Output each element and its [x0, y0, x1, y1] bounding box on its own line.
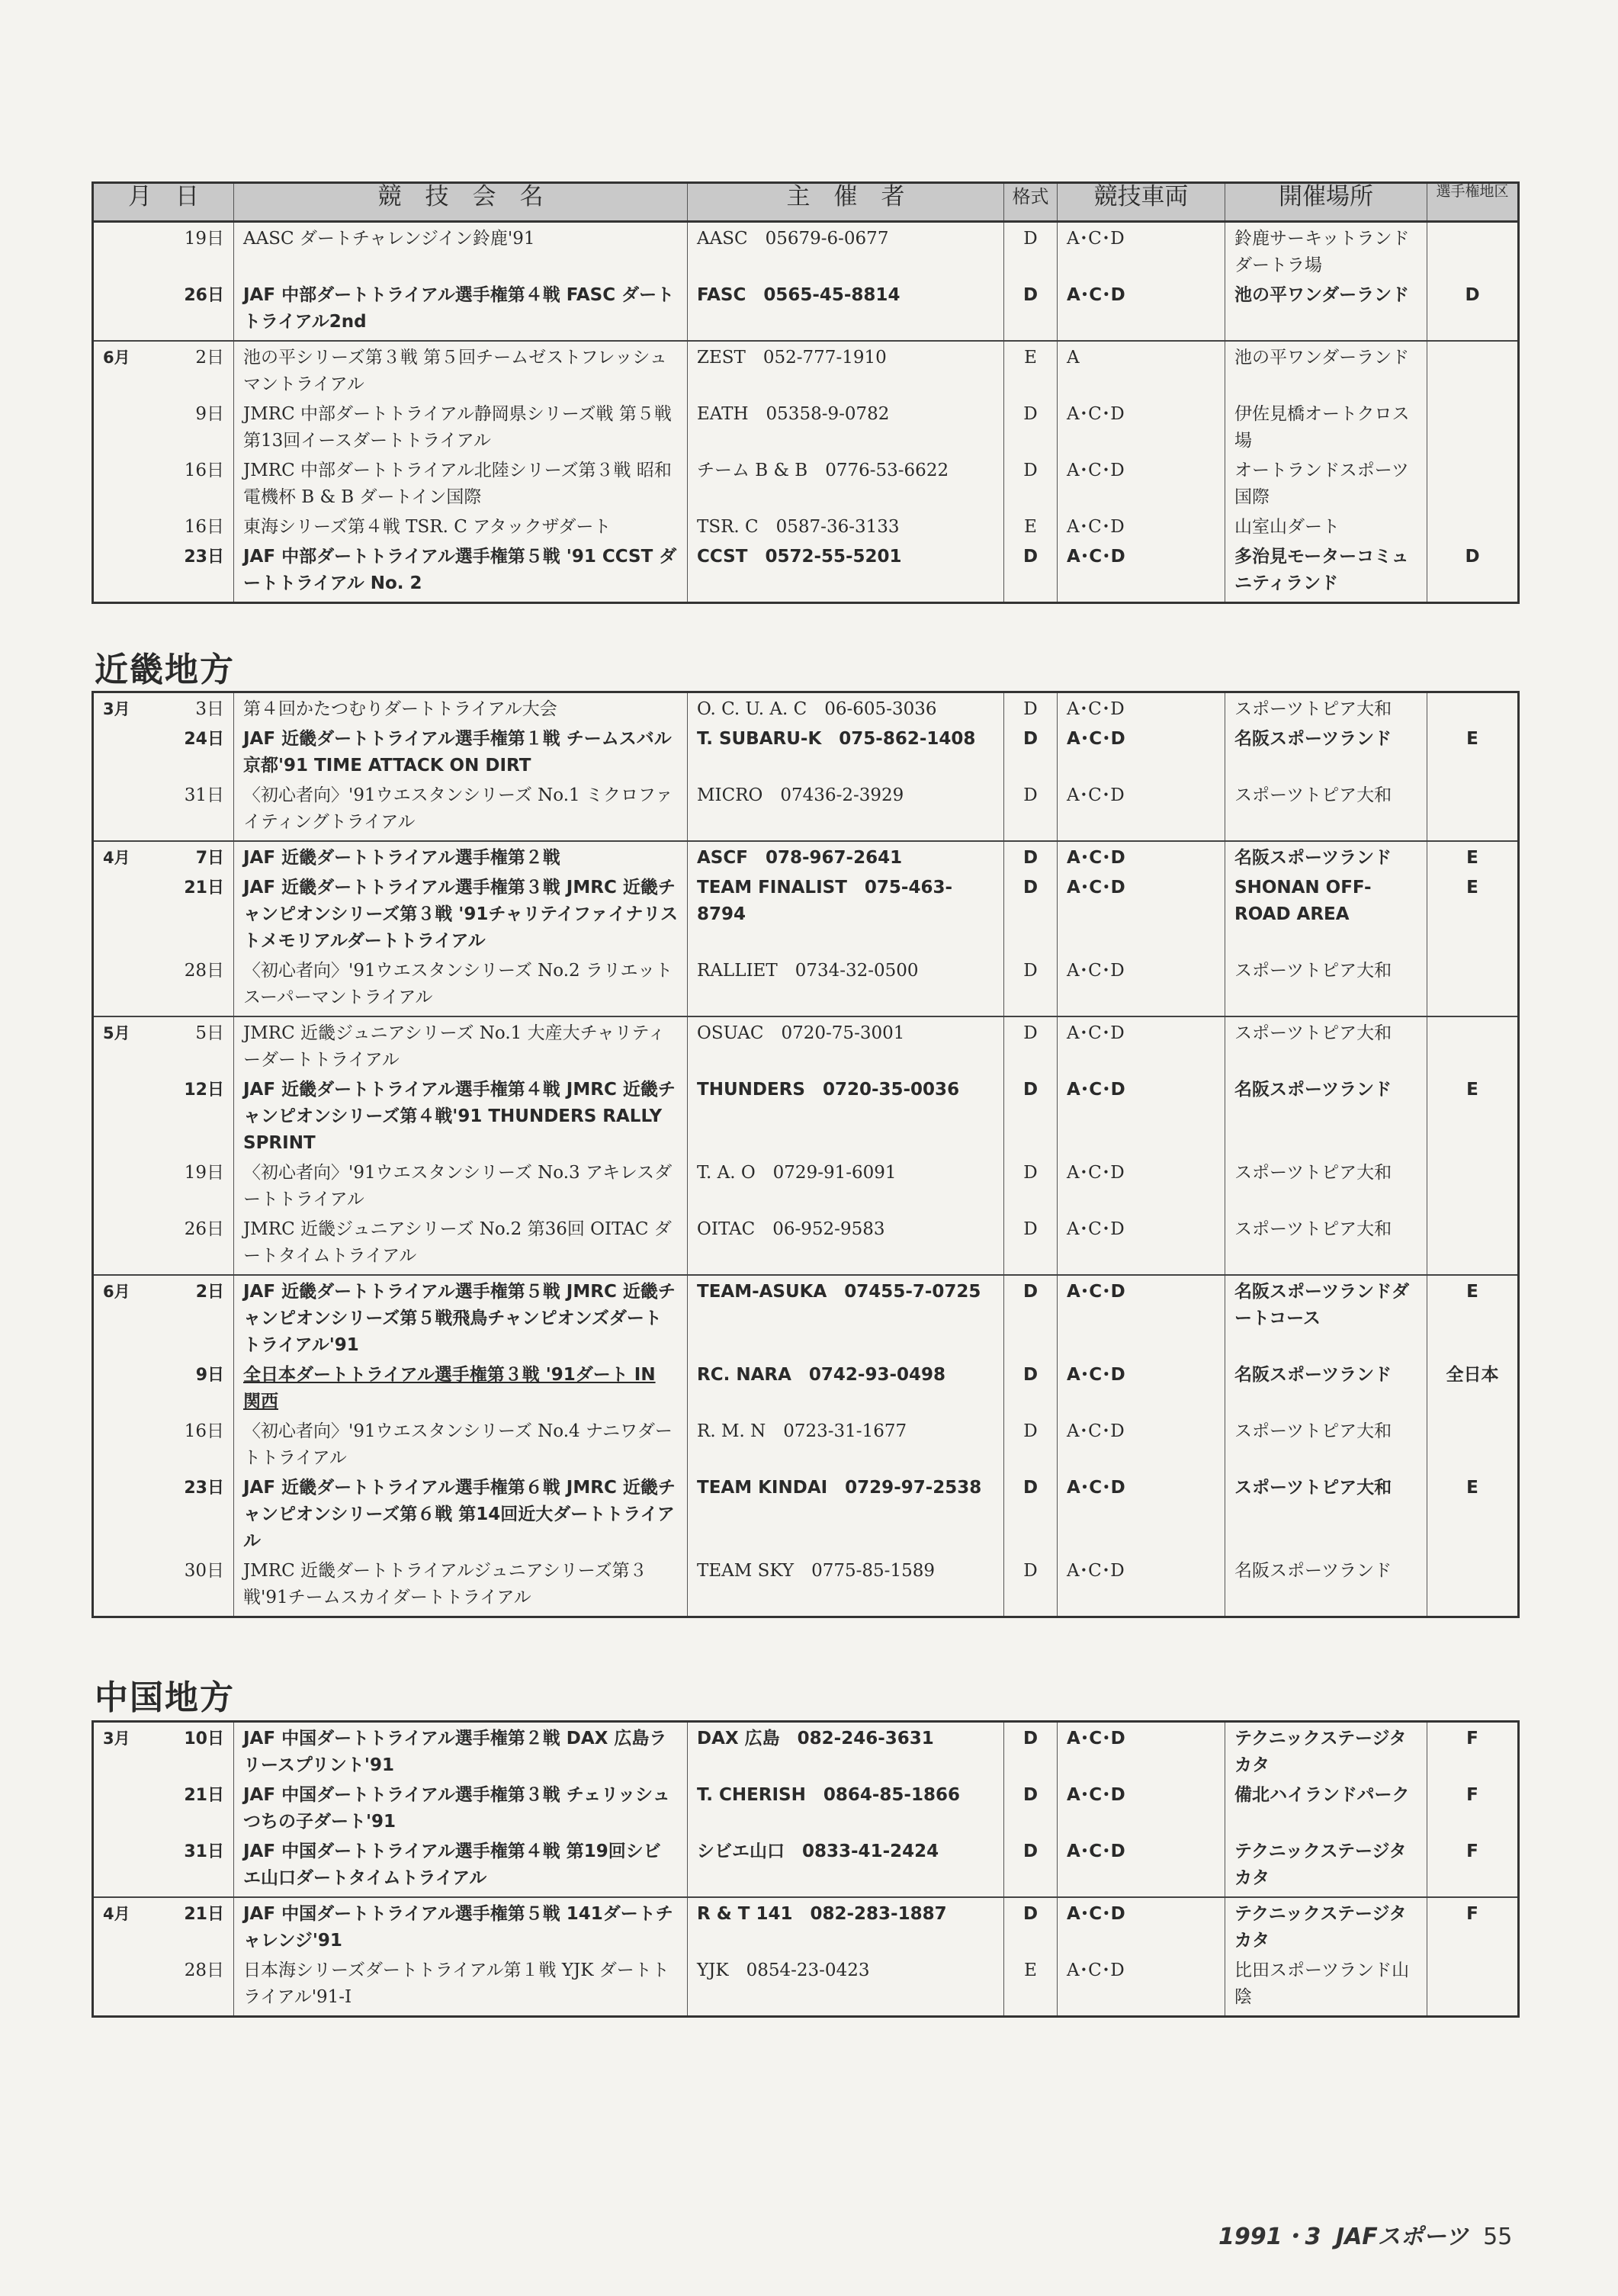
- month-group: [93, 1275, 1519, 1617]
- cell-champ-region: [1427, 1417, 1519, 1473]
- cell-month-day: [93, 1360, 234, 1417]
- cell-format: E: [1004, 1956, 1058, 2017]
- table-row: [93, 1837, 1519, 1897]
- table-row: [93, 1275, 1519, 1360]
- month-label: 6月: [103, 348, 130, 367]
- cell-vehicle-class: A･C･D: [1058, 456, 1225, 512]
- day-label: 31日: [184, 1842, 224, 1861]
- cell-format: D: [1004, 1215, 1058, 1275]
- table-row: [93, 1473, 1519, 1556]
- cell-organizer: DAX 広島 082-246-3631: [688, 1722, 1004, 1781]
- cell-champ-region: D: [1427, 281, 1519, 341]
- cell-vehicle-class: A･C･D: [1058, 1722, 1225, 1781]
- cell-venue: スポーツトピア大和: [1225, 1158, 1427, 1215]
- day-label: 23日: [184, 548, 224, 567]
- table-row: [93, 873, 1519, 956]
- day-label: 9日: [195, 404, 224, 424]
- cell-champ-region: F: [1427, 1897, 1519, 1956]
- table-row: [93, 456, 1519, 512]
- cell-champ-region: [1427, 781, 1519, 841]
- day-label: 2日: [195, 1283, 224, 1302]
- cell-vehicle-class: A: [1058, 341, 1225, 400]
- month-label: 6月: [103, 1283, 130, 1301]
- cell-event-name: JMRC 近畿ジュニアシリーズ No.1 大産大チャリティーダートトライアル: [234, 1016, 688, 1075]
- cell-month-day: [93, 1897, 234, 1956]
- cell-vehicle-class: A･C･D: [1058, 400, 1225, 456]
- cell-format: D: [1004, 456, 1058, 512]
- table-row: [93, 542, 1519, 603]
- cell-month-day: [93, 1075, 234, 1158]
- cell-venue: 名阪スポーツランドダートコース: [1225, 1275, 1427, 1360]
- table-row: [93, 841, 1519, 873]
- cell-vehicle-class: A･C･D: [1058, 956, 1225, 1016]
- table-row: [93, 1016, 1519, 1075]
- cell-organizer: チーム B & B 0776-53-6622: [688, 456, 1004, 512]
- cell-venue: オートランドスポーツ国際: [1225, 456, 1427, 512]
- cell-champ-region: [1427, 1215, 1519, 1275]
- cell-format: D: [1004, 1781, 1058, 1837]
- cell-vehicle-class: A･C･D: [1058, 873, 1225, 956]
- page-number: 55: [1483, 2224, 1513, 2250]
- day-label: 30日: [184, 1561, 224, 1581]
- cell-event-name: 〈初心者向〉'91ウエスタンシリーズ No.1 ミクロファイティングトライアル: [234, 781, 688, 841]
- cell-champ-region: [1427, 512, 1519, 542]
- cell-event-name: 〈初心者向〉'91ウエスタンシリーズ No.3 アキレスダートトライアル: [234, 1158, 688, 1215]
- cell-month-day: [93, 1781, 234, 1837]
- cell-month-day: [93, 512, 234, 542]
- cell-month-day: [93, 1722, 234, 1781]
- cell-format: E: [1004, 512, 1058, 542]
- cell-vehicle-class: A･C･D: [1058, 1781, 1225, 1837]
- table-row: [93, 512, 1519, 542]
- cell-month-day: [93, 400, 234, 456]
- cell-format: D: [1004, 281, 1058, 341]
- header-venue: 開催場所: [1225, 183, 1427, 222]
- month-label: 4月: [103, 1905, 130, 1923]
- cell-vehicle-class: A･C･D: [1058, 692, 1225, 725]
- table-row: [93, 1075, 1519, 1158]
- cell-venue: テクニックステージタカタ: [1225, 1837, 1427, 1897]
- table-row: [93, 341, 1519, 400]
- cell-organizer: EATH 05358-9-0782: [688, 400, 1004, 456]
- cell-month-day: [93, 1837, 234, 1897]
- cell-champ-region: F: [1427, 1722, 1519, 1781]
- cell-champ-region: [1427, 1556, 1519, 1617]
- cell-event-name: JAF 中部ダートトライアル選手権第４戦 FASC ダートトライアル2nd: [234, 281, 688, 341]
- cell-organizer: T. A. O 0729-91-6091: [688, 1158, 1004, 1215]
- cell-vehicle-class: A･C･D: [1058, 1897, 1225, 1956]
- footer-magazine: JAFスポーツ: [1335, 2224, 1469, 2250]
- cell-month-day: [93, 956, 234, 1016]
- cell-champ-region: E: [1427, 724, 1519, 781]
- cell-vehicle-class: A･C･D: [1058, 1417, 1225, 1473]
- cell-champ-region: [1427, 1016, 1519, 1075]
- cell-format: D: [1004, 1075, 1058, 1158]
- day-label: 3日: [195, 699, 224, 719]
- cell-venue: スポーツトピア大和: [1225, 956, 1427, 1016]
- cell-month-day: [93, 222, 234, 281]
- table-row: [93, 692, 1519, 725]
- cell-format: D: [1004, 1158, 1058, 1215]
- cell-event-name: JAF 中国ダートトライアル選手権第３戦 チェリッシュつちの子ダート'91: [234, 1781, 688, 1837]
- cell-event-name: AASC ダートチャレンジイン鈴鹿'91: [234, 222, 688, 281]
- cell-champ-region: F: [1427, 1781, 1519, 1837]
- cell-event-name: JAF 近畿ダートトライアル選手権第３戦 JMRC 近畿チャンピオンシリーズ第３戦 '91チャリテイファイナリストメモリアルダートトライアル: [234, 873, 688, 956]
- section-title-chugoku: 中国地方: [95, 1678, 235, 1717]
- cell-champ-region: E: [1427, 841, 1519, 873]
- month-group: [93, 341, 1519, 603]
- month-group: [93, 1016, 1519, 1275]
- cell-event-name: JAF 近畿ダートトライアル選手権第２戦: [234, 841, 688, 873]
- cell-format: D: [1004, 1837, 1058, 1897]
- table-row: [93, 781, 1519, 841]
- cell-format: D: [1004, 841, 1058, 873]
- cell-event-name: JAF 近畿ダートトライアル選手権第５戦 JMRC 近畿チャンピオンシリーズ第５戦飛鳥チャンピオンズダートトライアル'91: [234, 1275, 688, 1360]
- cell-month-day: [93, 1556, 234, 1617]
- month-label: 3月: [103, 700, 130, 718]
- cell-format: D: [1004, 1722, 1058, 1781]
- cell-format: D: [1004, 724, 1058, 781]
- cell-vehicle-class: A･C･D: [1058, 1215, 1225, 1275]
- cell-format: D: [1004, 400, 1058, 456]
- cell-month-day: [93, 781, 234, 841]
- header-event-name: 競 技 会 名: [234, 183, 688, 222]
- cell-format: D: [1004, 1275, 1058, 1360]
- cell-organizer: TEAM SKY 0775-85-1589: [688, 1556, 1004, 1617]
- cell-champ-region: E: [1427, 1275, 1519, 1360]
- cell-organizer: TEAM-ASUKA 07455-7-0725: [688, 1275, 1004, 1360]
- table-row: [93, 1215, 1519, 1275]
- table-row: [93, 1722, 1519, 1781]
- cell-organizer: R & T 141 082-283-1887: [688, 1897, 1004, 1956]
- cell-month-day: [93, 724, 234, 781]
- cell-format: D: [1004, 1016, 1058, 1075]
- cell-venue: 比田スポーツランド山陰: [1225, 1956, 1427, 2017]
- cell-organizer: YJK 0854-23-0423: [688, 1956, 1004, 2017]
- day-label: 19日: [184, 229, 224, 249]
- cell-venue: スポーツトピア大和: [1225, 692, 1427, 725]
- cell-organizer: シビエ山口 0833-41-2424: [688, 1837, 1004, 1897]
- cell-champ-region: E: [1427, 873, 1519, 956]
- cell-event-name: JMRC 近畿ダートトライアルジュニアシリーズ第３戦'91チームスカイダートトライアル: [234, 1556, 688, 1617]
- cell-champ-region: [1427, 400, 1519, 456]
- cell-format: D: [1004, 781, 1058, 841]
- cell-event-name: JMRC 中部ダートトライアル静岡県シリーズ戦 第５戦第13回イースダートトライアル: [234, 400, 688, 456]
- cell-event-name: JAF 近畿ダートトライアル選手権第６戦 JMRC 近畿チャンピオンシリーズ第６戦 第14回近大ダートトライアル: [234, 1473, 688, 1556]
- cell-format: D: [1004, 1473, 1058, 1556]
- table-row: [93, 281, 1519, 341]
- day-label: 10日: [184, 1729, 224, 1748]
- cell-venue: 多治見モーターコミュニティランド: [1225, 542, 1427, 603]
- cell-organizer: O. C. U. A. C 06-605-3036: [688, 692, 1004, 725]
- cell-format: D: [1004, 1556, 1058, 1617]
- cell-champ-region: [1427, 1956, 1519, 2017]
- cell-champ-region: [1427, 692, 1519, 725]
- section-title-kinki: 近畿地方: [95, 650, 235, 689]
- day-label: 26日: [184, 286, 224, 305]
- cell-month-day: [93, 1215, 234, 1275]
- cell-venue: スポーツトピア大和: [1225, 1417, 1427, 1473]
- day-label: 5日: [195, 1023, 224, 1043]
- cell-vehicle-class: A･C･D: [1058, 1158, 1225, 1215]
- month-group: [93, 1722, 1519, 1898]
- cell-event-name: JMRC 中部ダートトライアル北陸シリーズ第３戦 昭和電機杯 B & B ダートイン国際: [234, 456, 688, 512]
- cell-event-name: 東海シリーズ第４戦 TSR. C アタックザダート: [234, 512, 688, 542]
- header-month-day: 月 日: [93, 183, 234, 222]
- cell-organizer: FASC 0565-45-8814: [688, 281, 1004, 341]
- month-group: [93, 222, 1519, 342]
- cell-venue: 名阪スポーツランド: [1225, 1075, 1427, 1158]
- cell-month-day: [93, 692, 234, 725]
- cell-month-day: [93, 1158, 234, 1215]
- header-organizer: 主 催 者: [688, 183, 1004, 222]
- cell-format: D: [1004, 542, 1058, 603]
- cell-month-day: [93, 873, 234, 956]
- day-label: 24日: [184, 730, 224, 749]
- cell-organizer: RALLIET 0734-32-0500: [688, 956, 1004, 1016]
- cell-format: D: [1004, 873, 1058, 956]
- cell-event-name: JAF 中国ダートトライアル選手権第４戦 第19回シビエ山口ダートタイムトライアル: [234, 1837, 688, 1897]
- cell-event-name: JAF 中国ダートトライアル選手権第５戦 141ダートチャレンジ'91: [234, 1897, 688, 1956]
- cell-event-name: JAF 中国ダートトライアル選手権第２戦 DAX 広島ラリースプリント'91: [234, 1722, 688, 1781]
- month-group: [93, 1897, 1519, 2017]
- cell-month-day: [93, 341, 234, 400]
- cell-vehicle-class: A･C･D: [1058, 841, 1225, 873]
- cell-organizer: TEAM FINALIST 075-463-8794: [688, 873, 1004, 956]
- cell-champ-region: F: [1427, 1837, 1519, 1897]
- cell-month-day: [93, 1473, 234, 1556]
- cell-organizer: OSUAC 0720-75-3001: [688, 1016, 1004, 1075]
- cell-vehicle-class: A･C･D: [1058, 781, 1225, 841]
- chubu-schedule-table: [91, 181, 1520, 604]
- cell-venue: テクニックステージタカタ: [1225, 1722, 1427, 1781]
- cell-month-day: [93, 1016, 234, 1075]
- table-row: [93, 1781, 1519, 1837]
- cell-event-name: 〈初心者向〉'91ウエスタンシリーズ No.2 ラリエットスーパーマントライアル: [234, 956, 688, 1016]
- cell-vehicle-class: A･C･D: [1058, 1075, 1225, 1158]
- table-row: [93, 222, 1519, 281]
- day-label: 2日: [195, 348, 224, 368]
- table-row: [93, 1158, 1519, 1215]
- cell-event-name: JAF 近畿ダートトライアル選手権第４戦 JMRC 近畿チャンピオンシリーズ第４戦'91 THUNDERS RALLY SPRINT: [234, 1075, 688, 1158]
- cell-organizer: ASCF 078-967-2641: [688, 841, 1004, 873]
- day-label: 21日: [184, 1786, 224, 1805]
- cell-organizer: TSR. C 0587-36-3133: [688, 512, 1004, 542]
- day-label: 28日: [184, 1960, 224, 1980]
- month-group: [93, 692, 1519, 842]
- cell-event-name: JAF 近畿ダートトライアル選手権第１戦 チームスバル京都'91 TIME ATTACK ON DIRT: [234, 724, 688, 781]
- table-header: [93, 183, 1519, 222]
- cell-organizer: R. M. N 0723-31-1677: [688, 1417, 1004, 1473]
- cell-champ-region: D: [1427, 542, 1519, 603]
- cell-vehicle-class: A･C･D: [1058, 542, 1225, 603]
- cell-event-name: JMRC 近畿ジュニアシリーズ No.2 第36回 OITAC ダートタイムトライアル: [234, 1215, 688, 1275]
- cell-organizer: AASC 05679-6-0677: [688, 222, 1004, 281]
- cell-vehicle-class: A･C･D: [1058, 512, 1225, 542]
- cell-champ-region: E: [1427, 1075, 1519, 1158]
- header-champ-region: 選手権地区: [1427, 183, 1519, 222]
- cell-champ-region: 全日本: [1427, 1360, 1519, 1417]
- cell-champ-region: [1427, 456, 1519, 512]
- cell-format: D: [1004, 956, 1058, 1016]
- cell-vehicle-class: A･C･D: [1058, 1360, 1225, 1417]
- cell-venue: 備北ハイランドパーク: [1225, 1781, 1427, 1837]
- cell-venue: 池の平ワンダーランド: [1225, 281, 1427, 341]
- table-row: [93, 1897, 1519, 1956]
- table-row: [93, 724, 1519, 781]
- cell-champ-region: [1427, 1158, 1519, 1215]
- cell-champ-region: E: [1427, 1473, 1519, 1556]
- cell-vehicle-class: A･C･D: [1058, 1473, 1225, 1556]
- chugoku-schedule-table: [91, 1720, 1520, 2018]
- month-label: 5月: [103, 1024, 130, 1042]
- month-group: [93, 841, 1519, 1016]
- cell-venue: 名阪スポーツランド: [1225, 1556, 1427, 1617]
- cell-venue: 山室山ダート: [1225, 512, 1427, 542]
- table-row: [93, 1360, 1519, 1417]
- cell-champ-region: [1427, 222, 1519, 281]
- cell-venue: スポーツトピア大和: [1225, 1473, 1427, 1556]
- cell-venue: スポーツトピア大和: [1225, 781, 1427, 841]
- cell-month-day: [93, 542, 234, 603]
- table-row: [93, 1556, 1519, 1617]
- cell-vehicle-class: A･C･D: [1058, 222, 1225, 281]
- cell-event-name: JAF 中部ダートトライアル選手権第５戦 '91 CCST ダートトライアル No. 2: [234, 542, 688, 603]
- cell-month-day: [93, 281, 234, 341]
- cell-organizer: THUNDERS 0720-35-0036: [688, 1075, 1004, 1158]
- cell-month-day: [93, 1275, 234, 1360]
- cell-vehicle-class: A･C･D: [1058, 281, 1225, 341]
- page-footer: [1218, 2217, 1512, 2251]
- cell-venue: テクニックステージタカタ: [1225, 1897, 1427, 1956]
- day-label: 26日: [184, 1219, 224, 1239]
- day-label: 16日: [184, 517, 224, 537]
- cell-month-day: [93, 1417, 234, 1473]
- header-vehicle-class: 競技車両: [1058, 183, 1225, 222]
- cell-vehicle-class: A･C･D: [1058, 1016, 1225, 1075]
- day-label: 19日: [184, 1163, 224, 1183]
- cell-organizer: OITAC 06-952-9583: [688, 1215, 1004, 1275]
- day-label: 21日: [184, 878, 224, 898]
- table-row: [93, 956, 1519, 1016]
- cell-champ-region: [1427, 341, 1519, 400]
- day-label: 7日: [195, 849, 224, 868]
- cell-format: D: [1004, 1897, 1058, 1956]
- cell-organizer: T. CHERISH 0864-85-1866: [688, 1781, 1004, 1837]
- day-label: 9日: [195, 1366, 224, 1385]
- header-format: 格式: [1004, 183, 1058, 222]
- month-label: 3月: [103, 1729, 130, 1748]
- cell-format: E: [1004, 341, 1058, 400]
- table-row: [93, 1956, 1519, 2017]
- table-row: [93, 1417, 1519, 1473]
- cell-venue: 名阪スポーツランド: [1225, 1360, 1427, 1417]
- cell-event-name: 池の平シリーズ第３戦 第５回チームゼストフレッシュマントライアル: [234, 341, 688, 400]
- day-label: 28日: [184, 961, 224, 981]
- cell-month-day: [93, 1956, 234, 2017]
- month-label: 4月: [103, 849, 130, 867]
- day-label: 16日: [184, 461, 224, 480]
- cell-vehicle-class: A･C･D: [1058, 1275, 1225, 1360]
- cell-event-name: 全日本ダートトライアル選手権第３戦 '91ダート IN 関西: [234, 1360, 688, 1417]
- cell-venue: 名阪スポーツランド: [1225, 724, 1427, 781]
- day-label: 21日: [184, 1905, 224, 1924]
- cell-format: D: [1004, 1360, 1058, 1417]
- cell-venue: 名阪スポーツランド: [1225, 841, 1427, 873]
- cell-format: D: [1004, 222, 1058, 281]
- cell-vehicle-class: A･C･D: [1058, 1837, 1225, 1897]
- kinki-schedule-table: [91, 691, 1520, 1618]
- table-row: [93, 400, 1519, 456]
- day-label: 31日: [184, 785, 224, 805]
- cell-event-name: 第４回かたつむりダートトライアル大会: [234, 692, 688, 725]
- cell-event-name: 日本海シリーズダートトライアル第１戦 YJK ダートトライアル'91-I: [234, 1956, 688, 2017]
- cell-vehicle-class: A･C･D: [1058, 1956, 1225, 2017]
- cell-venue: SHONAN OFF-ROAD AREA: [1225, 873, 1427, 956]
- footer-issue: 1991・3: [1218, 2224, 1321, 2250]
- cell-organizer: CCST 0572-55-5201: [688, 542, 1004, 603]
- cell-venue: 伊佐見橋オートクロス場: [1225, 400, 1427, 456]
- day-label: 23日: [184, 1479, 224, 1498]
- cell-venue: 鈴鹿サーキットランド ダートラ場: [1225, 222, 1427, 281]
- cell-champ-region: [1427, 956, 1519, 1016]
- cell-event-name: 〈初心者向〉'91ウエスタンシリーズ No.4 ナニワダートトライアル: [234, 1417, 688, 1473]
- cell-organizer: T. SUBARU-K 075-862-1408: [688, 724, 1004, 781]
- cell-month-day: [93, 841, 234, 873]
- cell-organizer: MICRO 07436-2-3929: [688, 781, 1004, 841]
- cell-venue: スポーツトピア大和: [1225, 1215, 1427, 1275]
- cell-format: D: [1004, 1417, 1058, 1473]
- cell-format: D: [1004, 692, 1058, 725]
- cell-vehicle-class: A･C･D: [1058, 1556, 1225, 1617]
- cell-organizer: TEAM KINDAI 0729-97-2538: [688, 1473, 1004, 1556]
- cell-organizer: ZEST 052-777-1910: [688, 341, 1004, 400]
- cell-venue: スポーツトピア大和: [1225, 1016, 1427, 1075]
- cell-vehicle-class: A･C･D: [1058, 724, 1225, 781]
- cell-month-day: [93, 456, 234, 512]
- cell-organizer: RC. NARA 0742-93-0498: [688, 1360, 1004, 1417]
- day-label: 12日: [184, 1081, 224, 1100]
- day-label: 16日: [184, 1421, 224, 1441]
- cell-venue: 池の平ワンダーランド: [1225, 341, 1427, 400]
